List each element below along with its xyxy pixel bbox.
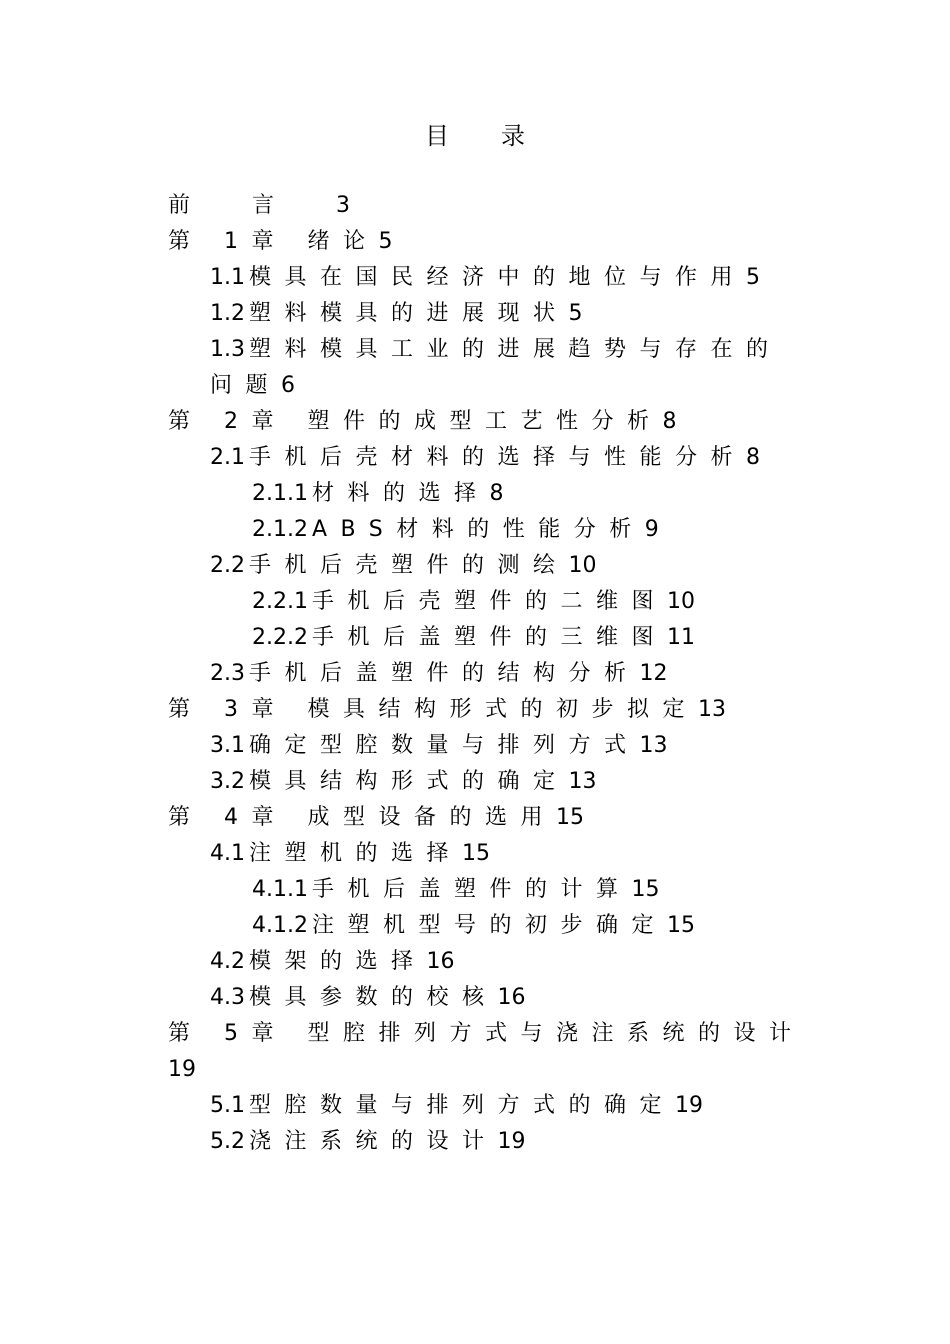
toc-num: 4.1.1 <box>252 877 308 902</box>
toc-num: 1.1 <box>210 265 245 290</box>
toc-page: 3 <box>336 193 351 218</box>
toc-num: 第 5章 <box>168 1021 287 1046</box>
toc-page: 12 <box>639 661 668 686</box>
toc-text: 塑料模具工业的进展趋势与存在的问题 <box>210 337 782 398</box>
toc-num: 1.3 <box>210 337 245 362</box>
toc-text: 手机后壳塑件的测绘 <box>249 553 569 578</box>
toc-entry-chapter-3[interactable] <box>168 692 810 728</box>
toc-text: 型腔数量与排列方式的确定 <box>249 1093 676 1118</box>
toc-num: 第 1章 <box>168 229 287 254</box>
toc-page: 19 <box>168 1057 196 1082</box>
toc-page: 16 <box>497 985 526 1010</box>
toc-page: 15 <box>631 877 660 902</box>
toc-entry-2-3[interactable] <box>168 656 810 692</box>
toc-text: 型腔排列方式与浇注系统的设计 <box>307 1021 805 1046</box>
toc-page: 15 <box>462 841 491 866</box>
toc-text: 手机后壳塑件的二维图 <box>311 589 667 614</box>
toc-title: 目录 <box>425 122 577 150</box>
toc-text: 模具结构形式的确定 <box>249 769 569 794</box>
table-of-contents <box>168 188 810 1160</box>
toc-page: 6 <box>281 373 296 398</box>
toc-text: 模架的选择 <box>249 949 427 974</box>
toc-entry-1-1[interactable] <box>168 260 810 296</box>
toc-entry-4-1-2[interactable] <box>168 908 810 944</box>
toc-page: 19 <box>497 1129 526 1154</box>
toc-entry-5-2[interactable] <box>168 1124 810 1160</box>
toc-text: 手机后盖塑件的三维图 <box>311 625 667 650</box>
toc-page: 5 <box>746 265 761 290</box>
toc-page: 16 <box>426 949 455 974</box>
toc-entry-chapter-2[interactable] <box>168 404 810 440</box>
toc-entry-2-1[interactable] <box>168 440 810 476</box>
toc-page: 5 <box>378 229 393 254</box>
toc-entry-preface[interactable] <box>168 188 810 224</box>
toc-text: 浇注系统的设计 <box>249 1129 498 1154</box>
toc-entry-3-1[interactable] <box>168 728 810 764</box>
toc-num: 2.2.1 <box>252 589 308 614</box>
toc-text: 塑料模具的进展现状 <box>249 301 569 326</box>
toc-num: 3.1 <box>210 733 245 758</box>
toc-entry-2-2-1[interactable] <box>168 584 810 620</box>
toc-page: 13 <box>698 697 727 722</box>
toc-text: 塑件的成型工艺性分析 <box>307 409 663 434</box>
toc-text: 模具在国民经济中的地位与作用 <box>249 265 747 290</box>
toc-page: 10 <box>667 589 695 614</box>
toc-entry-5-1[interactable] <box>168 1088 810 1124</box>
toc-page: 9 <box>644 517 659 542</box>
toc-num: 第 4章 <box>168 805 287 830</box>
toc-num: 2.1.1 <box>252 481 308 506</box>
toc-page: 13 <box>568 769 597 794</box>
toc-text: 材料的选择 <box>311 481 490 506</box>
toc-num: 第 2章 <box>168 409 287 434</box>
toc-text: ABS材料的性能分析 <box>311 517 645 542</box>
toc-page: 13 <box>639 733 668 758</box>
toc-num: 4.2 <box>210 949 245 974</box>
toc-text: 成型设备的选用 <box>307 805 557 830</box>
toc-entry-1-2[interactable] <box>168 296 810 332</box>
toc-num: 2.2 <box>210 553 245 578</box>
toc-entry-3-2[interactable] <box>168 764 810 800</box>
toc-text: 前言 <box>168 193 337 218</box>
toc-entry-4-3[interactable] <box>168 980 810 1016</box>
toc-num: 3.2 <box>210 769 245 794</box>
toc-page: 19 <box>675 1093 704 1118</box>
toc-text: 绪论 <box>307 229 379 254</box>
toc-num: 4.3 <box>210 985 245 1010</box>
toc-text: 模具结构形式的初步拟定 <box>307 697 699 722</box>
toc-entry-4-1[interactable] <box>168 836 810 872</box>
toc-text: 确定型腔数量与排列方式 <box>249 733 640 758</box>
toc-text: 注塑机型号的初步确定 <box>311 913 667 938</box>
toc-page: 5 <box>568 301 583 326</box>
toc-num: 4.1.2 <box>252 913 308 938</box>
toc-page: 15 <box>556 805 585 830</box>
toc-entry-2-2-2[interactable] <box>168 620 810 656</box>
toc-num: 2.1 <box>210 445 245 470</box>
toc-entry-2-2[interactable] <box>168 548 810 584</box>
toc-num: 2.1.2 <box>252 517 308 542</box>
toc-num: 第 3章 <box>168 697 287 722</box>
toc-entry-4-1-1[interactable] <box>168 872 810 908</box>
toc-entry-4-2[interactable] <box>168 944 810 980</box>
toc-page: 8 <box>662 409 677 434</box>
toc-num: 2.3 <box>210 661 245 686</box>
toc-page: 15 <box>667 913 695 938</box>
toc-text: 模具参数的校核 <box>249 985 498 1010</box>
toc-entry-chapter-4[interactable] <box>168 800 810 836</box>
toc-num: 4.1 <box>210 841 245 866</box>
toc-page: 8 <box>746 445 761 470</box>
toc-text: 手机后壳材料的选择与性能分析 <box>249 445 747 470</box>
toc-entry-2-1-2[interactable] <box>168 512 810 548</box>
toc-text: 手机后盖塑件的计算 <box>311 877 632 902</box>
toc-text: 注塑机的选择 <box>249 841 463 866</box>
toc-entry-chapter-1[interactable] <box>168 224 810 260</box>
toc-page: 8 <box>489 481 504 506</box>
toc-num: 1.2 <box>210 301 245 326</box>
toc-page: 10 <box>568 553 597 578</box>
toc-text: 手机后盖塑件的结构分析 <box>249 661 640 686</box>
toc-num: 2.2.2 <box>252 625 308 650</box>
toc-entry-2-1-1[interactable] <box>168 476 810 512</box>
toc-num: 5.1 <box>210 1093 245 1118</box>
toc-num: 5.2 <box>210 1129 245 1154</box>
toc-page: 11 <box>667 625 695 650</box>
toc-entry-1-3[interactable] <box>168 332 810 404</box>
toc-entry-chapter-5[interactable] <box>168 1016 810 1088</box>
